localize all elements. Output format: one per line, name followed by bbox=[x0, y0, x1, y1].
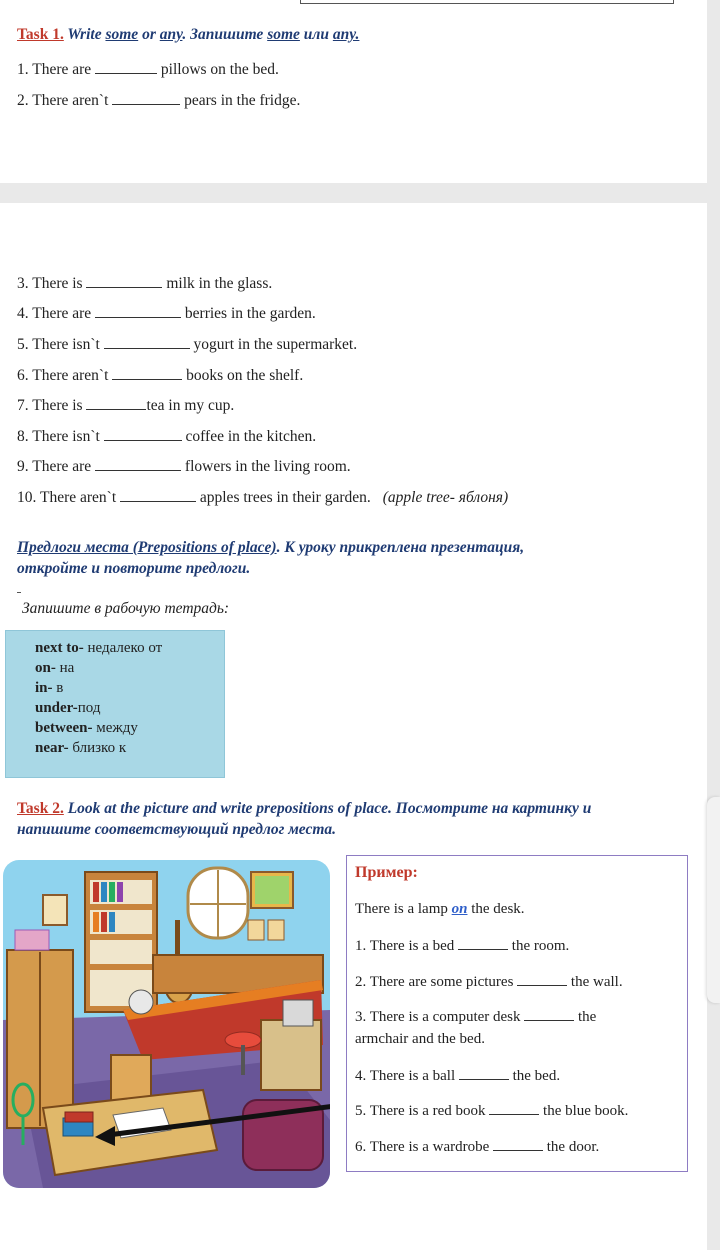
vocab-under: under-под bbox=[35, 700, 101, 716]
task2-heading-line2: напишите соответствующий предлог места. bbox=[17, 821, 337, 838]
write-instruction: Запишите в рабочую тетрадь: bbox=[22, 600, 230, 617]
task1-item-9: 9. There are flowers in the living room. bbox=[17, 458, 351, 475]
task2-item-3: 3. There is a computer desk the bbox=[355, 1009, 597, 1025]
task2-heading: Task 2. Look at the picture and write prepositions of place. Посмотрите на картинку и bbox=[17, 800, 592, 817]
blank[interactable] bbox=[95, 61, 157, 74]
blank[interactable] bbox=[104, 428, 182, 441]
tick-mark bbox=[17, 592, 21, 593]
blank[interactable] bbox=[120, 489, 196, 502]
chair bbox=[111, 1055, 151, 1101]
task1-item-1: 1. There are pillows on the bed. bbox=[17, 61, 279, 78]
example-title: Пример: bbox=[355, 864, 418, 881]
blank[interactable] bbox=[95, 305, 181, 318]
blank[interactable] bbox=[112, 92, 180, 105]
wardrobe bbox=[7, 930, 73, 1128]
task2-item-4: 4. There is a ball the bed. bbox=[355, 1068, 561, 1084]
blank[interactable] bbox=[489, 1102, 539, 1115]
task1-item-5: 5. There isn`t yogurt in the supermarket. bbox=[17, 336, 358, 353]
red-book bbox=[65, 1112, 93, 1122]
blank[interactable] bbox=[493, 1138, 543, 1151]
vocab-near: near- близко к bbox=[35, 740, 127, 756]
vocab-next-to: next to- недалеко от bbox=[35, 640, 163, 656]
task2-label: Task 2. bbox=[17, 800, 64, 817]
blank[interactable] bbox=[86, 397, 146, 410]
example-word: on bbox=[451, 901, 468, 917]
task2-item-3-line2: armchair and the bed. bbox=[355, 1031, 485, 1047]
computer-monitor bbox=[283, 1000, 313, 1026]
apple-tree-note: (apple tree- яблоня) bbox=[382, 489, 509, 506]
task1-heading: Task 1. Write some or any. Запишите some или any. bbox=[17, 26, 360, 43]
task1-item-3: 3. There is milk in the glass. bbox=[17, 275, 273, 292]
scroll-handle[interactable] bbox=[707, 797, 720, 1003]
example-box bbox=[346, 855, 688, 1172]
task2-item-6: 6. There is a wardrobe the door. bbox=[355, 1139, 600, 1155]
blank[interactable] bbox=[459, 1067, 509, 1080]
room-illustration-svg bbox=[3, 860, 330, 1188]
task1-label: Task 1. bbox=[17, 26, 64, 43]
blank[interactable] bbox=[86, 275, 162, 288]
prepositions-title-line2: откройте и повторите предлоги. bbox=[17, 560, 251, 577]
prepositions-vocab-box bbox=[5, 630, 225, 778]
task1-item-7: 7. There is tea in my cup. bbox=[17, 397, 235, 414]
task1-item-4: 4. There are berries in the garden. bbox=[17, 305, 316, 322]
blank[interactable] bbox=[95, 458, 181, 471]
task2-item-2: 2. There are some pictures the wall. bbox=[355, 974, 623, 990]
task1-item-10: 10. There aren`t apples trees in their garden. (apple tree- яблоня) bbox=[17, 489, 509, 506]
task1-item-8: 8. There isn`t coffee in the kitchen. bbox=[17, 428, 317, 445]
prepositions-title: Предлоги места (Prepositions of place). К уроку прикреплена презентация, bbox=[17, 539, 525, 556]
task2-item-5: 5. There is a red book the blue book. bbox=[355, 1103, 629, 1119]
room-illustration bbox=[3, 860, 330, 1188]
task1-item-2: 2. There aren`t pears in the fridge. bbox=[17, 92, 301, 109]
window bbox=[188, 868, 248, 938]
page-top-border bbox=[300, 0, 674, 4]
ball bbox=[129, 990, 153, 1014]
blank[interactable] bbox=[517, 973, 567, 986]
vocab-on: on- на bbox=[35, 660, 75, 676]
blank[interactable] bbox=[112, 367, 182, 380]
page-1 bbox=[0, 0, 707, 183]
vocab-between: between- между bbox=[35, 720, 138, 736]
example-sentence: There is a lamp on the desk. bbox=[355, 901, 525, 917]
blank[interactable] bbox=[104, 336, 190, 349]
blank[interactable] bbox=[458, 937, 508, 950]
blank[interactable] bbox=[524, 1008, 574, 1021]
vocab-in: in- в bbox=[35, 680, 64, 696]
task1-item-6: 6. There aren`t books on the shelf. bbox=[17, 367, 304, 384]
task2-item-1: 1. There is a bed the room. bbox=[355, 938, 570, 954]
